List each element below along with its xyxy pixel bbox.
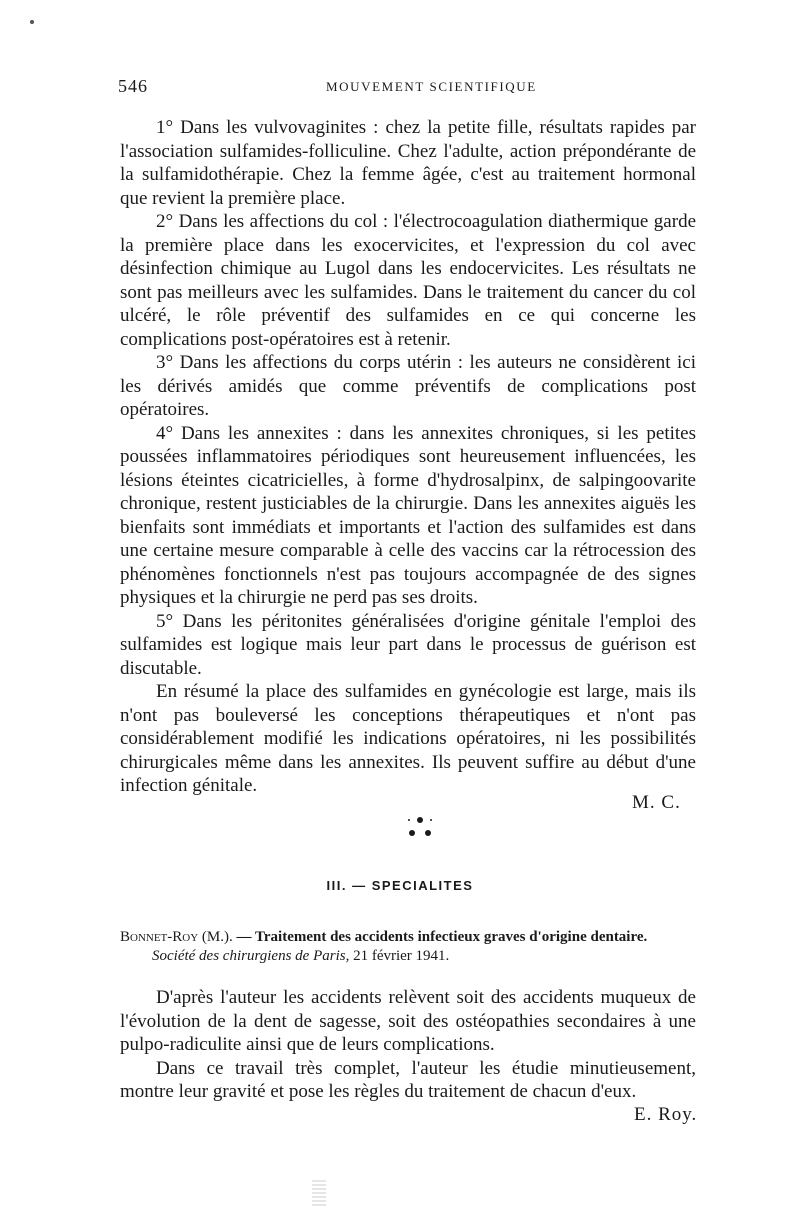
article-abstract-body: [120, 986, 696, 1104]
paragraph-accidents: D'après l'auteur les accidents relèvent soit des accidents muqueux de l'évolution de la dent de sagesse, soit des ostéopathies secondaires à une pulpo-radiculite ainsi que de leurs complications.: [120, 987, 696, 1055]
paragraph-col: 2° Dans les affections du col : l'électrocoagulation diathermique garde la première place dans les exocervicites, et l'expression du col avec désinfection chimique au Lugol dans les endocervicites. Les résultats ne sont pas meilleurs avec les sulfamides. Dans le traitement du cancer du col ulcéré, le rôle préventif des sulfamides en ce qui concerne les complications post-opératoires est à retenir.: [120, 211, 696, 350]
page-speck: [30, 20, 34, 24]
paragraph-annexites: 4° Dans les annexites : dans les annexites chroniques, si les petites poussées inflammatoires périodiques sont heureusement influencées, les lésions éteintes cicatricielles, à forme d'hydrosalpinx, de salpingoovarite chronique, restent justiciables de la chirurgie. Dans les annexites aiguës les bienfaits sont immédiats et importants et l'action des sulfamides est dans une certaine mesure comparable à celle des vaccins car la rétrocession des phénomènes fonctionnels n'est pas toujours accompagnée de des signes physiques et la chirurgie ne perd pas ses droits.: [120, 422, 696, 608]
page-header: [118, 76, 698, 98]
article-sulfamides-body: [120, 116, 696, 798]
paragraph-corps-uterin: 3° Dans les affections du corps utérin : les auteurs ne considèrent ici les dérivés amidés que comme préventifs de complications post opératoires.: [120, 352, 696, 420]
paragraph-vulvovaginites: 1° Dans les vulvovaginites : chez la petite fille, résultats rapides par l'association sulfamides-folliculine. Chez l'adulte, action prépondérante de la sulfamidothérapie. Chez la femme âgée, c'est au traitement hormonal que revient la première place.: [120, 117, 696, 209]
signature-mc: M. C.: [632, 792, 681, 813]
signature-roy: E. Roy.: [634, 1104, 698, 1125]
section-heading: III. — SPECIALITES: [326, 878, 474, 893]
citation-source-line: [120, 947, 720, 966]
running-head: MOUVEMENT SCIENTIFIQUE: [326, 79, 537, 94]
citation-title: — Traitement des accidents infectieux graves d'origine dentaire.: [236, 929, 648, 945]
citation-author: Bonnet-Roy (M.).: [120, 929, 233, 945]
paragraph-resume: En résumé la place des sulfamides en gynécologie est large, mais ils n'ont pas bouleversé les conceptions thérapeutiques et n'ont pas considérablement modifié les indications opératoires, ni les possibilités chirurgicales même dans les annexites. Ils peuvent suffire au début d'une infection génitale.: [120, 681, 696, 796]
citation-date: 21 février 1941.: [353, 948, 450, 964]
asterism-ornament: [400, 815, 440, 839]
page-number: 546: [118, 76, 148, 96]
paragraph-peritonites: 5° Dans les péritonites généralisées d'origine génitale l'emploi des sulfamides est logique mais leur part dans le processus de guérison est discutable.: [120, 610, 696, 679]
paragraph-travail: Dans ce travail très complet, l'auteur les étudie minutieusement, montre leur gravité et pose les règles du traitement de chacun d'eux.: [120, 1057, 696, 1102]
citation-source: Société des chirurgiens de Paris,: [152, 948, 350, 964]
scan-artifact: [312, 1180, 326, 1206]
bibliographic-citation: [120, 928, 720, 966]
